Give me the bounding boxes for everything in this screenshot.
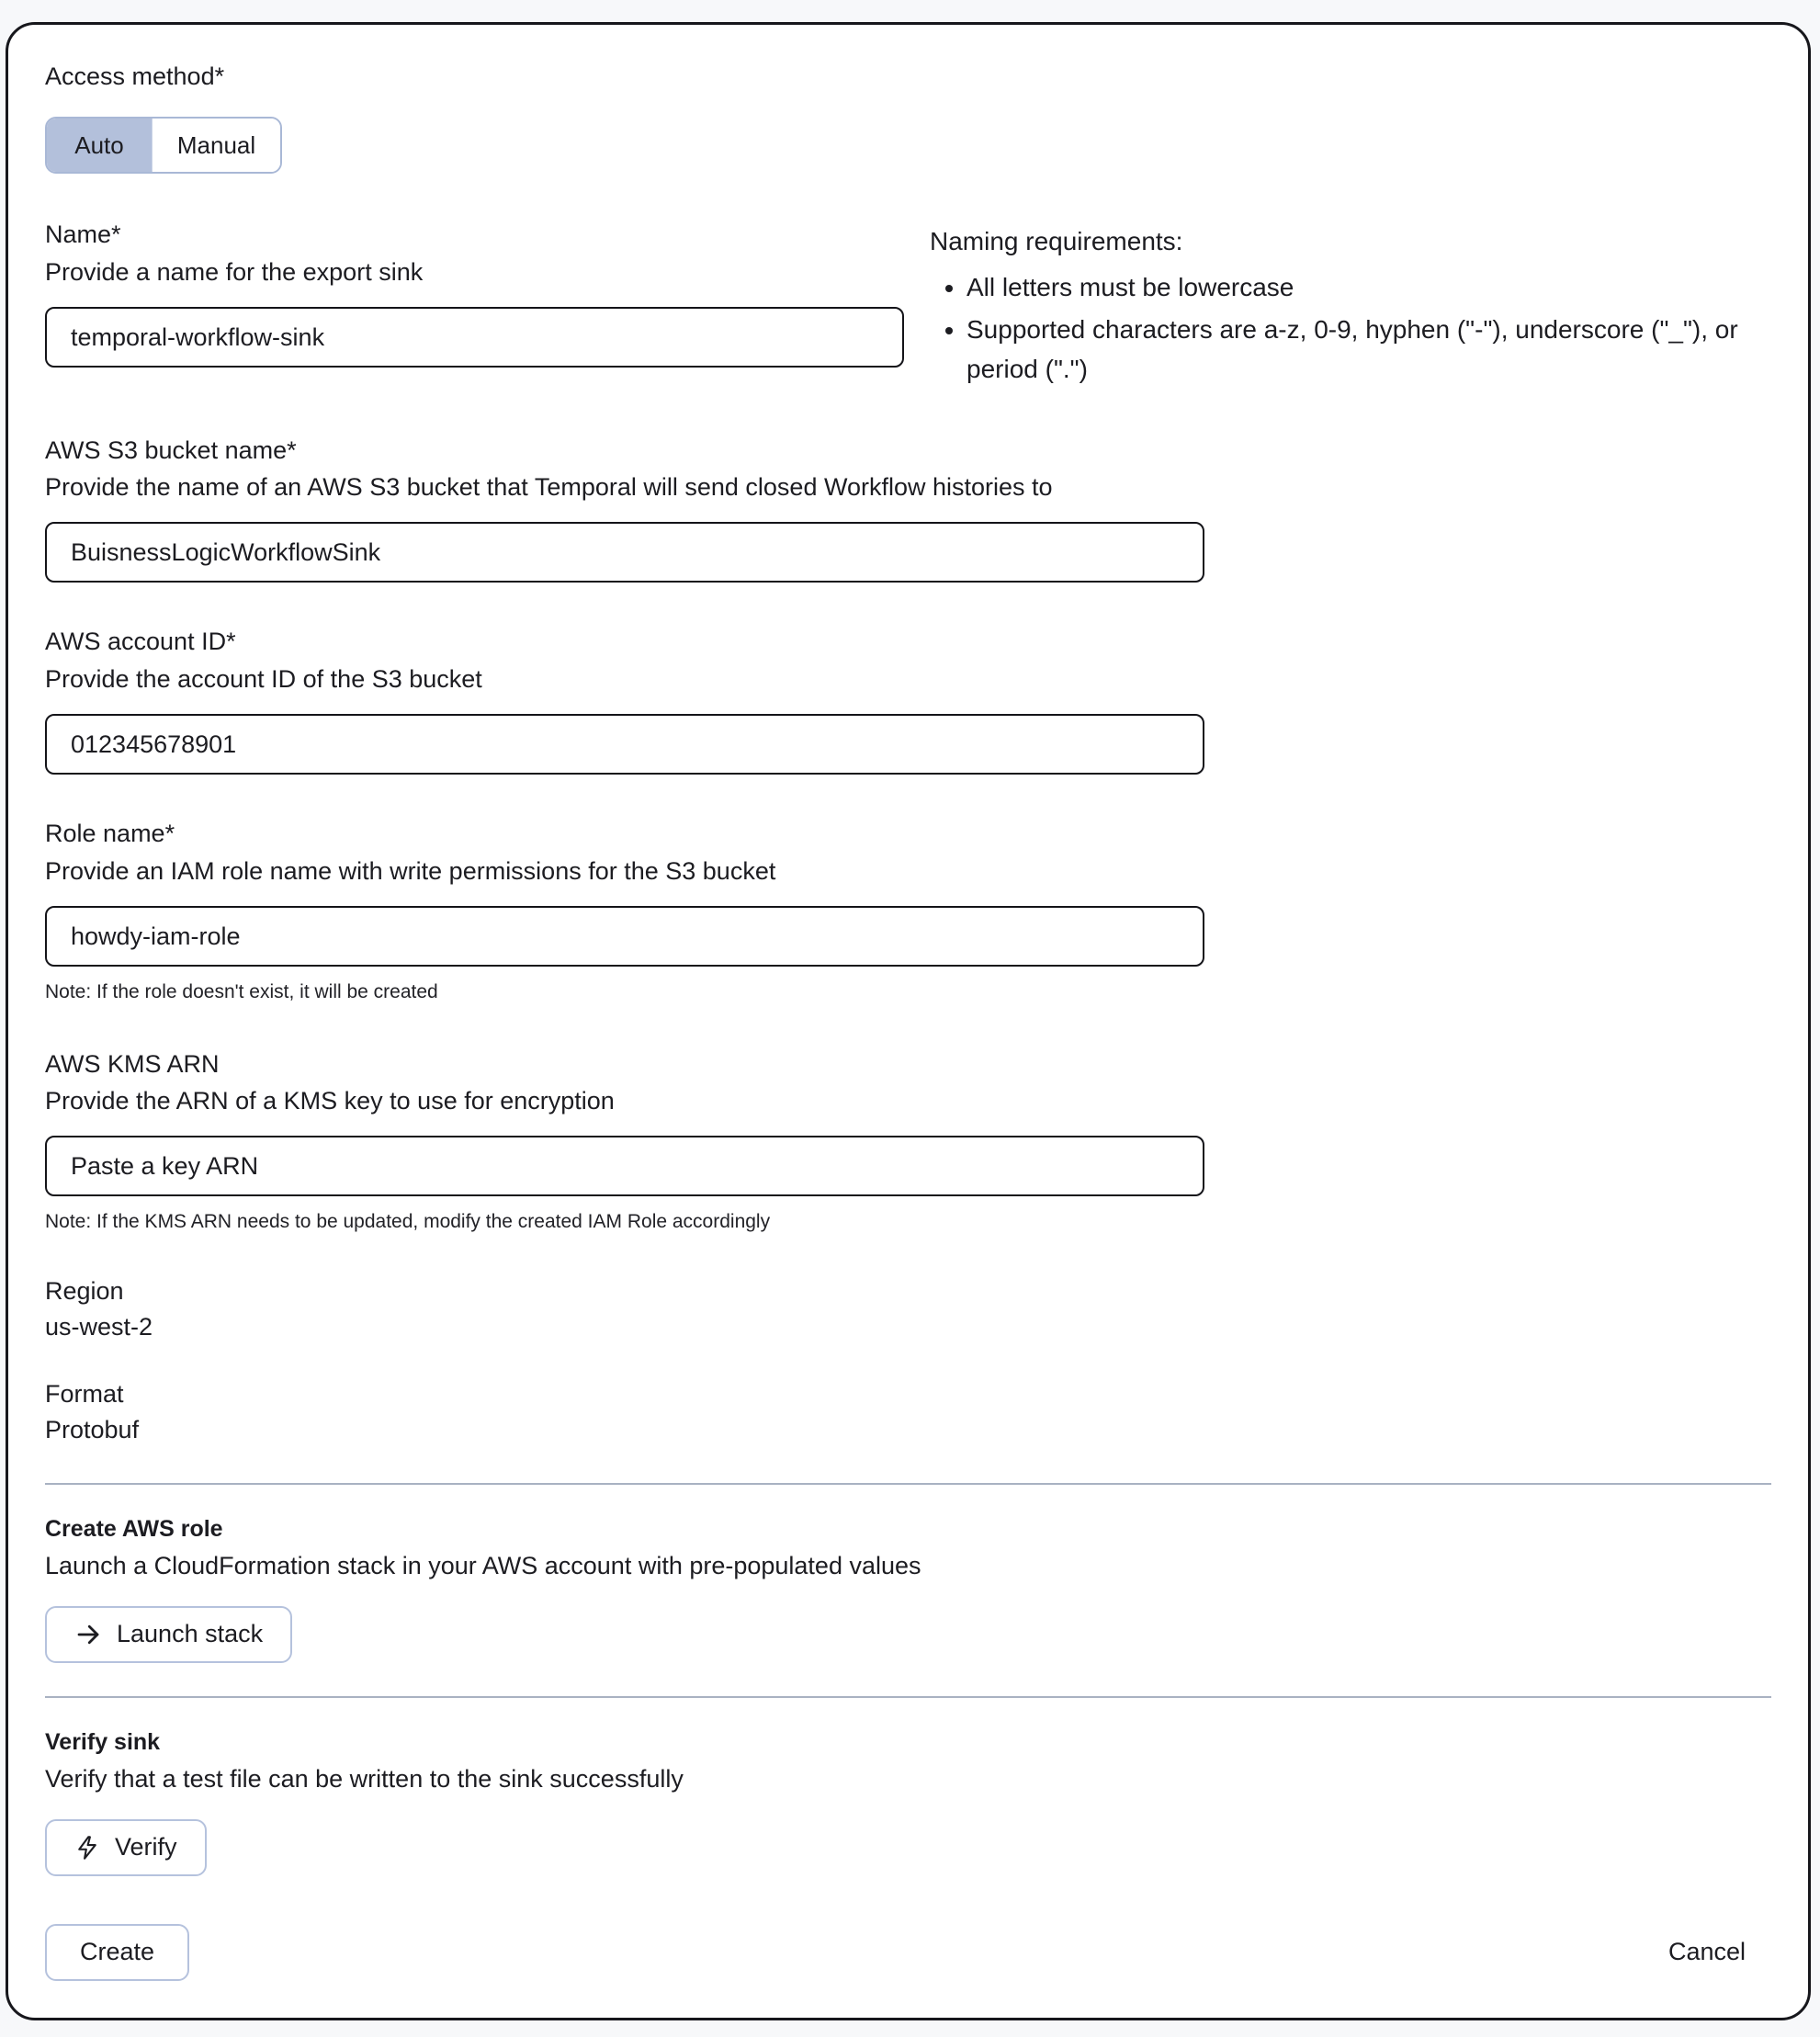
- access-method-option-manual[interactable]: Manual: [152, 119, 280, 172]
- kms-arn-input[interactable]: [45, 1136, 1204, 1196]
- access-method-label: Access method*: [45, 62, 225, 90]
- role-name-label: Role name*: [45, 820, 175, 848]
- arrow-right-icon: [74, 1621, 102, 1648]
- format-label: Format: [45, 1379, 124, 1408]
- format-value: Protobuf: [45, 1415, 140, 1443]
- role-name-description: Provide an IAM role name with write permissions for the S3 bucket: [45, 856, 776, 885]
- name-input[interactable]: [45, 307, 904, 368]
- role-name-input[interactable]: [45, 906, 1204, 967]
- launch-stack-button[interactable]: [45, 1606, 292, 1663]
- verify-button-label: Verify: [115, 1833, 177, 1862]
- name-field-group: [45, 218, 904, 368]
- export-sink-form-card: [6, 22, 1811, 2020]
- naming-requirements-title: Naming requirements:: [930, 227, 1183, 256]
- access-method-option-auto[interactable]: Auto: [47, 119, 152, 172]
- kms-arn-description: Provide the ARN of a KMS key to use for encryption: [45, 1086, 615, 1115]
- s3-bucket-field-group: [45, 434, 1771, 583]
- name-description: Provide a name for the export sink: [45, 257, 424, 286]
- kms-arn-label: AWS KMS ARN: [45, 1049, 220, 1078]
- create-aws-role-title: Create AWS role: [45, 1515, 223, 1542]
- create-aws-role-description: Launch a CloudFormation stack in your AWS account with pre-populated values: [45, 1551, 921, 1579]
- account-id-input[interactable]: [45, 714, 1204, 775]
- verify-button[interactable]: [45, 1819, 207, 1876]
- s3-bucket-description: Provide the name of an AWS S3 bucket that Temporal will send closed Workflow histories to: [45, 473, 1053, 502]
- naming-requirement-item: • All letters must be lowercase: [967, 267, 1771, 307]
- region-readonly-group: [45, 1277, 1771, 1341]
- create-button-label: Create: [80, 1938, 155, 1966]
- naming-requirement-item: • Supported characters are a-z, 0-9, hyphen ("-"), underscore ("_"), or period ("."): [967, 310, 1771, 390]
- lightning-bolt-icon: [74, 1835, 100, 1861]
- cancel-button[interactable]: Cancel: [1667, 1938, 1746, 1966]
- kms-arn-note: Note: If the KMS ARN needs to be updated, modify the created IAM Role accordingly: [45, 1211, 771, 1233]
- region-label: Region: [45, 1276, 124, 1305]
- verify-sink-section: [45, 1698, 1771, 1909]
- format-readonly-group: [45, 1380, 1771, 1444]
- region-value: us-west-2: [45, 1312, 153, 1341]
- verify-sink-title: Verify sink: [45, 1728, 161, 1755]
- naming-requirements-list: [930, 267, 1771, 389]
- kms-arn-field-group: [45, 1047, 1771, 1235]
- account-id-field-group: [45, 625, 1771, 775]
- access-method-toggle: [45, 117, 282, 174]
- form-footer: [45, 1924, 1771, 1981]
- create-aws-role-section: [45, 1485, 1771, 1696]
- role-name-field-group: [45, 817, 1771, 1004]
- name-label: Name*: [45, 221, 121, 249]
- create-button[interactable]: [45, 1924, 189, 1981]
- naming-requirements-panel: [930, 218, 1771, 390]
- role-name-note: Note: If the role doesn't exist, it will be created: [45, 981, 438, 1003]
- name-and-requirements-row: [45, 218, 1771, 390]
- s3-bucket-label: AWS S3 bucket name*: [45, 436, 297, 464]
- s3-bucket-input[interactable]: [45, 522, 1204, 583]
- account-id-description: Provide the account ID of the S3 bucket: [45, 664, 482, 693]
- account-id-label: AWS account ID*: [45, 628, 236, 656]
- verify-sink-description: Verify that a test file can be written to the sink successfully: [45, 1764, 684, 1793]
- launch-stack-button-label: Launch stack: [117, 1620, 264, 1648]
